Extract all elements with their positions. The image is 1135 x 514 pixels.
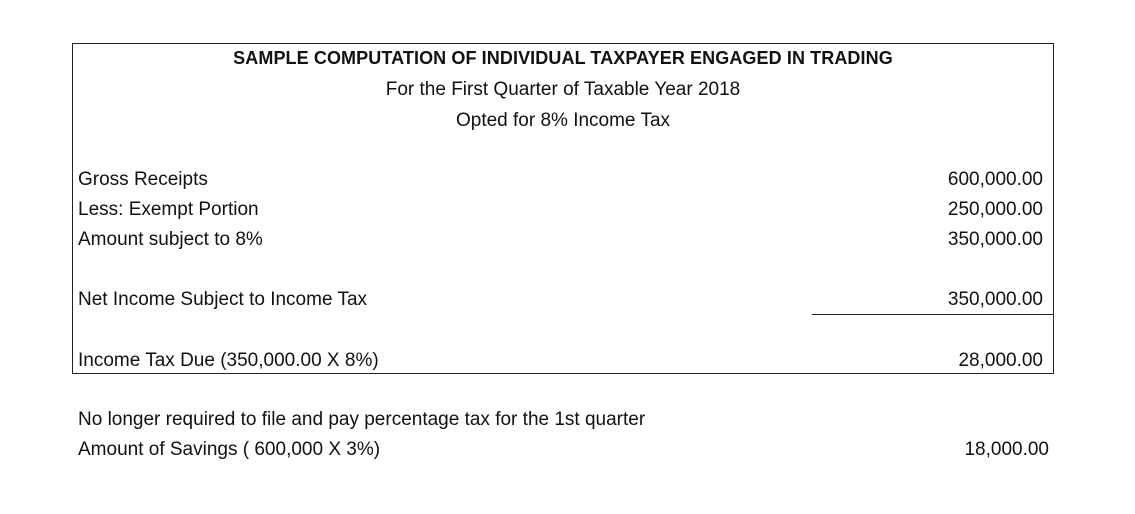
net-income-label: Net Income Subject to Income Tax xyxy=(78,289,368,310)
option-subtitle: Opted for 8% Income Tax xyxy=(455,110,671,131)
document-title: SAMPLE COMPUTATION OF INDIVIDUAL TAXPAYER ENGAGED IN TRADING xyxy=(233,48,893,68)
gross-receipts-amount: 600,000.00 xyxy=(947,169,1043,190)
savings-label: Amount of Savings ( 600,000 X 3%) xyxy=(78,439,381,460)
gross-receipts-label: Gross Receipts xyxy=(78,169,208,190)
percentage-tax-note: No longer required to file and pay percentage tax for the 1st quarter xyxy=(78,409,646,430)
amount-subject-label: Amount subject to 8% xyxy=(78,229,263,250)
exempt-portion-amount: 250,000.00 xyxy=(947,199,1043,220)
exempt-portion-label: Less: Exempt Portion xyxy=(78,199,259,220)
net-income-amount: 350,000.00 xyxy=(947,289,1043,310)
period-subtitle: For the First Quarter of Taxable Year 2018 xyxy=(385,79,741,100)
savings-amount: 18,000.00 xyxy=(964,439,1049,460)
income-tax-due-label: Income Tax Due (350,000.00 X 8%) xyxy=(78,350,379,371)
net-income-underline xyxy=(812,314,1054,315)
income-tax-due-amount: 28,000.00 xyxy=(958,350,1043,371)
amount-subject-amount: 350,000.00 xyxy=(947,229,1043,250)
